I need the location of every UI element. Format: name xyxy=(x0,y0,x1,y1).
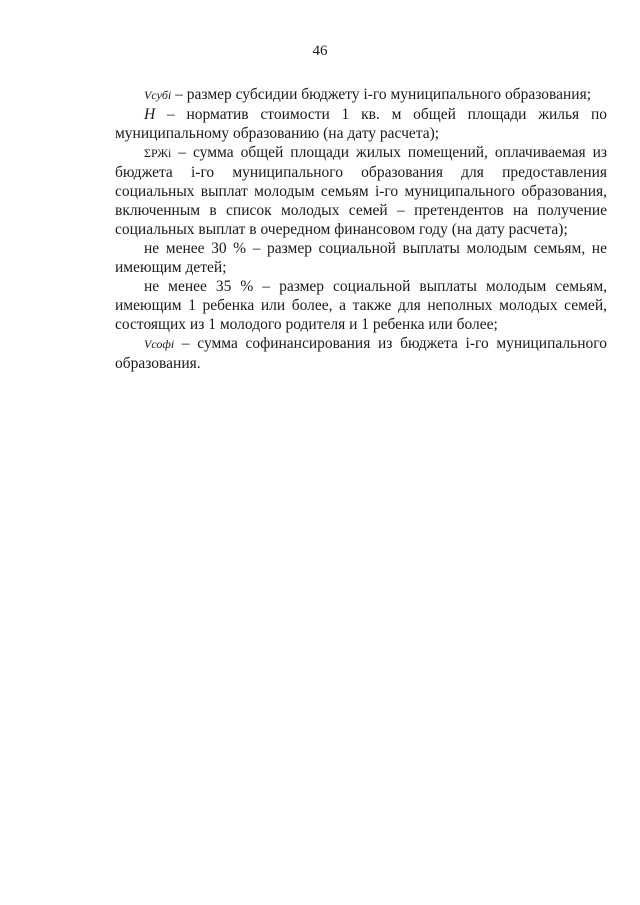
definition-vsof xyxy=(115,334,607,373)
definition-30-percent xyxy=(115,239,607,277)
symbol-srzh: ΣРЖi xyxy=(144,146,172,160)
symbol-vsub: Vсубi xyxy=(144,88,172,102)
symbol-h: H xyxy=(144,106,156,123)
document-body xyxy=(115,85,607,373)
definition-vsub xyxy=(115,85,607,105)
symbol-vsof: Vсофi xyxy=(144,337,175,351)
definition-h xyxy=(115,105,607,143)
definition-text: не менее 35 % – размер социальной выплаты молодым семьям, имеющим 1 ребенка или более, а также для неполных молодых семей, состоящих из 1 молодого родителя и 1 ребенка или более; xyxy=(115,278,607,333)
definition-text: не менее 30 % – размер социальной выплаты молодым семьям, не имеющим детей; xyxy=(115,240,607,276)
definition-text: – размер субсидии бюджету i-го муниципального образования; xyxy=(171,86,592,103)
page-number: 46 xyxy=(312,43,328,59)
definition-text: – сумма софинансирования из бюджета i-го муниципального образования. xyxy=(115,335,607,372)
definition-text: – норматив стоимости 1 кв. м общей площади жилья по муниципальному образованию (на дату расчета); xyxy=(115,106,607,142)
definition-35-percent xyxy=(115,277,607,334)
definition-text: – сумма общей площади жилых помещений, оплачиваемая из бюджета i-го муниципального образования для предоставления социальных выплат молодым семьям i-го муниципального образования, включенным в список молодых семей – претендентов на получение социальных выплат в очередном финансовом году (на дату расчета); xyxy=(115,144,607,238)
definition-srzh xyxy=(115,143,607,239)
